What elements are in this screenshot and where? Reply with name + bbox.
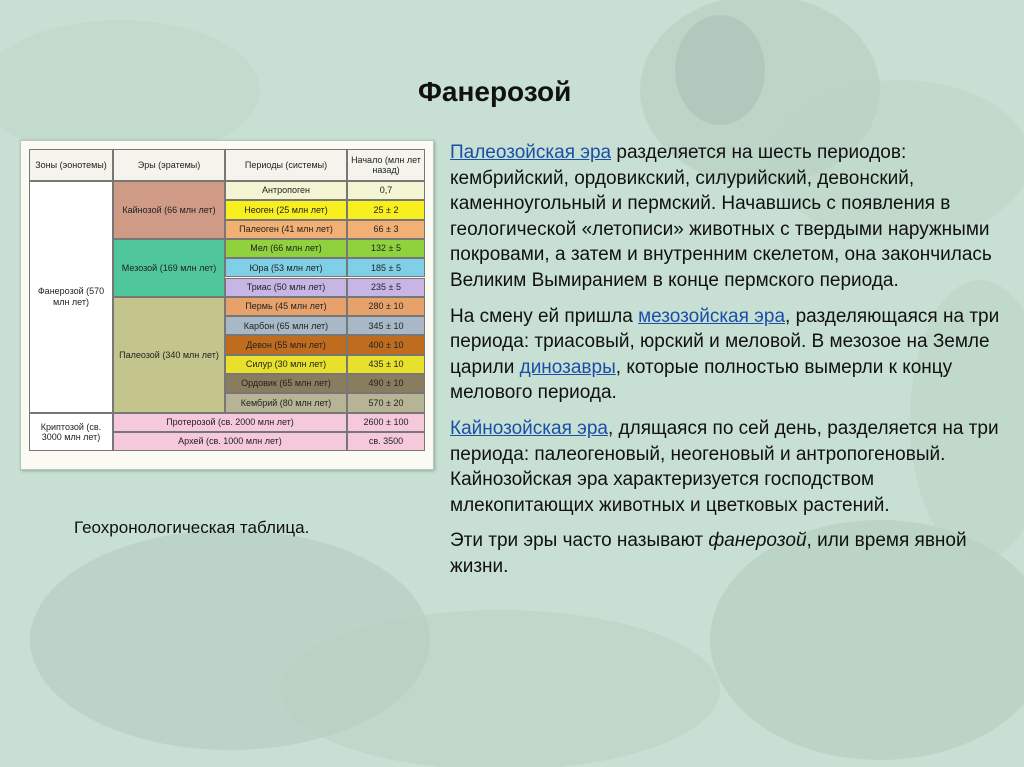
table-caption: Геохронологическая таблица.	[74, 518, 310, 537]
period-cell: Юра (53 млн лет)	[225, 258, 347, 277]
table-header-cell: Эры (эратемы)	[113, 149, 225, 181]
period-start-cell: 235 ± 5	[347, 278, 425, 297]
period-start-cell: 185 ± 5	[347, 258, 425, 277]
period-start-cell: 0,7	[347, 181, 425, 200]
period-cell: Антропоген	[225, 181, 347, 200]
period-cell: Девон (55 млн лет)	[225, 335, 347, 354]
period-cell: Пермь (45 млн лет)	[225, 297, 347, 316]
period-cell: Палеоген (41 млн лет)	[225, 220, 347, 239]
period-cell: Неоген (25 млн лет)	[225, 200, 347, 219]
period-cell: Мел (66 млн лет)	[225, 239, 347, 258]
table-header-cell: Периоды (системы)	[225, 149, 347, 181]
eon-cell: Фанерозой (570 млн лет)	[29, 181, 113, 413]
period-cell: Силур (30 млн лет)	[225, 355, 347, 374]
period-cell: Триас (50 млн лет)	[225, 278, 347, 297]
period-start-cell: 435 ± 10	[347, 355, 425, 374]
body-text	[450, 140, 1010, 590]
eon-cell: Криптозой (св. 3000 млн лет)	[29, 413, 113, 452]
period-start-cell: 66 ± 3	[347, 220, 425, 239]
period-cell: Протерозой (св. 2000 млн лет)	[113, 413, 347, 432]
era-cell: Кайнозой (66 млн лет)	[113, 181, 225, 239]
term-phanerozoic: фанерозой	[708, 530, 807, 552]
era-cell: Палеозой (340 млн лет)	[113, 297, 225, 413]
link-paleozoic-era[interactable]: Палеозойская эра	[450, 142, 612, 163]
table-header-cell: Начало (млн лет назад)	[347, 149, 425, 181]
period-cell: Кембрий (80 млн лет)	[225, 393, 347, 412]
paragraph-mesozoic: На смену ей пришла мезозойская эра, разделяющаяся на три периода: триасовый, юрский и меловой. В мезозое на Земле царили динозавры, которые полностью вымерли к концу мелового периода.	[450, 305, 1000, 404]
period-cell: Ордовик (65 млн лет)	[225, 374, 347, 393]
link-mesozoic-era[interactable]: мезозойская эра	[638, 305, 786, 327]
table-header-cell: Зоны (эонотемы)	[29, 149, 113, 181]
period-start-cell: 280 ± 10	[347, 297, 425, 316]
period-start-cell: 132 ± 5	[347, 239, 425, 258]
paragraph-cenozoic: Кайнозойская эра, длящаяся по сей день, разделяется на три периода: палеогеновый, неогеновый и антропогеновый. Кайнозойская эра характеризуется господством млекопитающих животных и цветковых растений.	[450, 417, 999, 516]
link-cenozoic-era[interactable]: Кайнозойская эра	[450, 417, 608, 439]
geochronological-table	[20, 140, 434, 470]
era-cell: Мезозой (169 млн лет)	[113, 239, 225, 297]
period-start-cell: 570 ± 20	[347, 393, 425, 412]
period-cell: Архей (св. 1000 млн лет)	[113, 432, 347, 451]
period-start-cell: 490 ± 10	[347, 374, 425, 393]
period-start-cell: 400 ± 10	[347, 335, 425, 354]
slide-title: Фанерозой	[418, 76, 572, 107]
period-start-cell: св. 3500	[347, 432, 425, 451]
period-start-cell: 345 ± 10	[347, 316, 425, 335]
period-start-cell: 2600 ± 100	[347, 413, 425, 432]
link-dinosaurs[interactable]: динозавры	[519, 356, 616, 378]
period-cell: Карбон (65 млн лет)	[225, 316, 347, 335]
paragraph-paleozoic: Палеозойская эра разделяется на шесть периодов: кембрийский, ордовикский, силурийский, девонский, каменноугольный и пермский. Начавшись с появления в геологической «летописи» животных с твердыми наружными покровами, а затем и внутренним скелетом, она закончилась Великим Вымиранием в конце пермского периода.	[450, 142, 992, 291]
period-start-cell: 25 ± 2	[347, 200, 425, 219]
paragraph-phanerozoic: Эти три эры часто называют фанерозой, или время явной жизни.	[450, 530, 967, 577]
